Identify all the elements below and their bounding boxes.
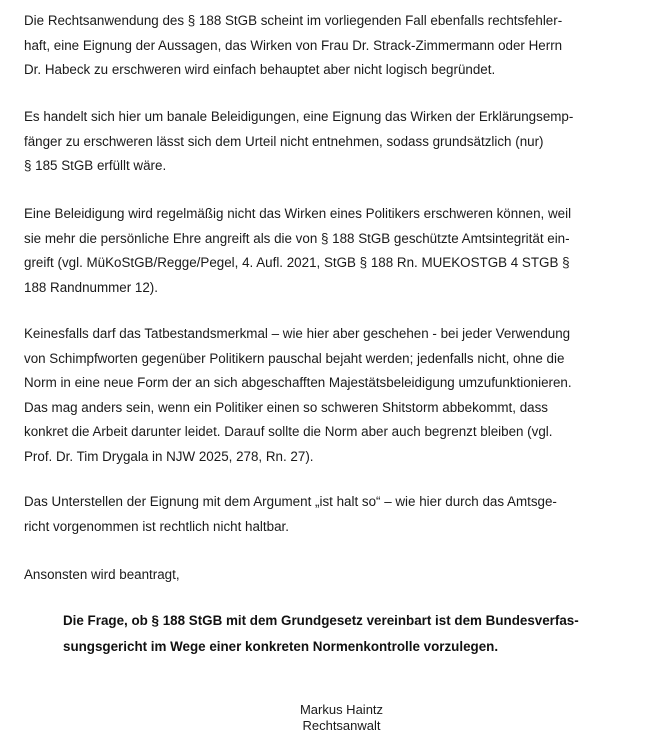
text-line: § 185 StGB erfüllt wäre.	[24, 158, 167, 173]
text-line: Ansonsten wird beantragt,	[24, 567, 180, 582]
paragraph-1	[24, 9, 634, 83]
motion-line: Die Frage, ob § 188 StGB mit dem Grundgesetz vereinbart ist dem Bundesverfas-	[63, 613, 579, 628]
text-line: Die Rechtsanwendung des § 188 StGB scheint im vorliegenden Fall ebenfalls rechtsfehler-	[24, 13, 563, 28]
paragraph-6	[24, 563, 634, 588]
text-line: greift (vgl. MüKoStGB/Regge/Pegel, 4. Aufl. 2021, StGB § 188 Rn. MUEKOSTGB 4 STGB §	[24, 255, 570, 270]
text-line: Es handelt sich hier um banale Beleidigungen, eine Eignung das Wirken der Erklärungsemp-	[24, 109, 574, 124]
paragraph-5	[24, 490, 634, 539]
paragraph-2	[24, 105, 634, 179]
text-line: haft, eine Eignung der Aussagen, das Wirken von Frau Dr. Strack-Zimmermann oder Herrn	[24, 37, 563, 53]
text-line: konkret die Arbeit darunter leidet. Darauf sollte die Norm aber auch begrenzt bleiben (vgl.	[24, 424, 553, 439]
text-line: Das mag anders sein, wenn ein Politiker einen so schweren Shitstorm abbekommt, dass	[24, 399, 548, 415]
text-line: 188 Randnummer 12).	[24, 279, 158, 295]
paragraph-4	[24, 322, 634, 469]
signature-name: Markus Haintz	[299, 702, 384, 717]
text-line: fänger zu erschweren lässt sich dem Urteil nicht entnehmen, sodass grundsätzlich (nur)	[24, 133, 544, 149]
text-line: Das Unterstellen der Eignung mit dem Argument „ist halt so“ – wie hier durch das Amtsge-	[24, 494, 557, 509]
text-line: Keinesfalls darf das Tatbestandsmerkmal – wie hier aber geschehen - bei jeder Verwendung	[24, 326, 571, 341]
paragraph-3	[24, 202, 634, 300]
signature-block	[0, 702, 653, 734]
text-line: richt vorgenommen ist rechtlich nicht haltbar.	[24, 518, 289, 534]
motion-request	[63, 608, 633, 660]
signature-title: Rechtsanwalt	[302, 718, 381, 733]
text-line: Dr. Habeck zu erschweren wird einfach behauptet aber nicht logisch begründet.	[24, 62, 496, 77]
text-line: Eine Beleidigung wird regelmäßig nicht das Wirken eines Politikers erschweren können, weil	[24, 206, 572, 221]
text-line: von Schimpfworten gegenüber Politikern pauschal bejaht werden; jedenfalls nicht, ohne die	[24, 350, 565, 366]
text-line: sie mehr die persönliche Ehre angreift als die von § 188 StGB geschützte Amtsintegrität ein-	[24, 230, 570, 246]
text-line: Norm in eine neue Form der an sich abgeschafften Majestätsbeleidigung umzufunktionieren.	[24, 375, 572, 390]
motion-line: sungsgericht im Wege einer konkreten Normenkontrolle vorzulegen.	[63, 639, 499, 654]
text-line: Prof. Dr. Tim Drygala in NJW 2025, 278, Rn. 27).	[24, 448, 314, 464]
